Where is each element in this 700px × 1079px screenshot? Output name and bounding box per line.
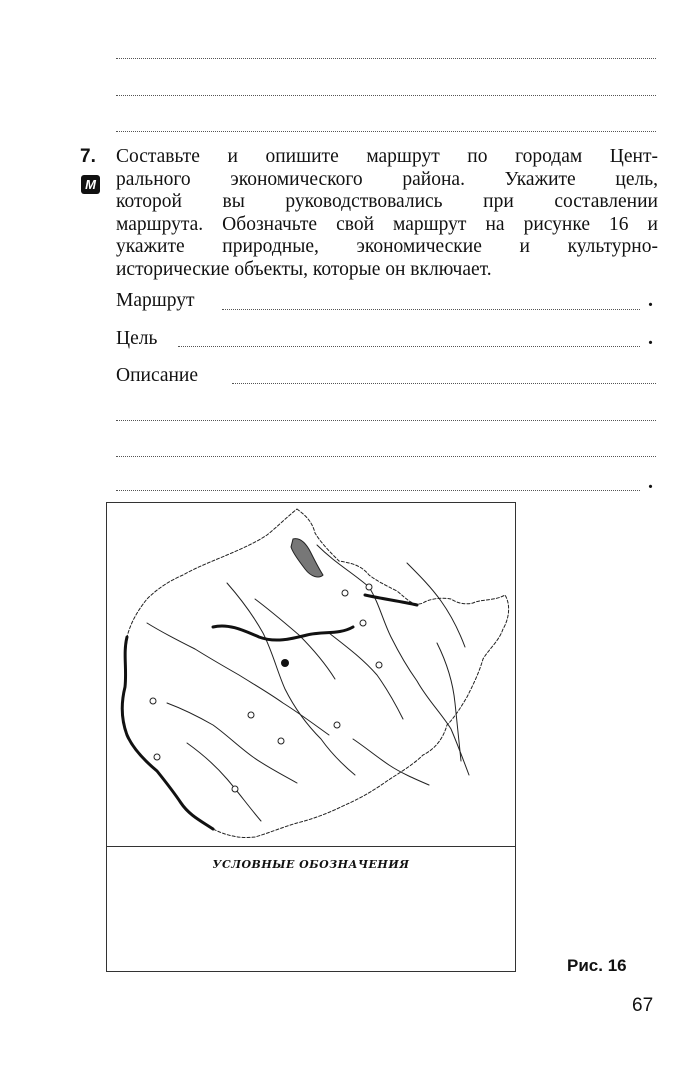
task-line: рального экономического района. Укажите цель, (116, 168, 658, 190)
region-map[interactable] (107, 503, 514, 844)
region-boundary (122, 509, 508, 838)
river (317, 545, 469, 775)
map-figure (106, 502, 516, 972)
river (329, 633, 403, 719)
goal-end-mark: . (648, 327, 653, 349)
capital-marker (281, 659, 289, 667)
route-label: Маршрут (116, 290, 195, 311)
river (147, 623, 329, 735)
task-line: исторические объекты, которые он включает. (116, 258, 492, 280)
answer-line-prev-3[interactable] (116, 131, 656, 132)
description-answer-line-4[interactable] (116, 490, 640, 491)
city-marker (248, 712, 254, 718)
reservoir (291, 539, 323, 577)
goal-label: Цель (116, 328, 158, 349)
figure-caption: Рис. 16 (567, 956, 627, 975)
description-label: Описание (116, 365, 199, 386)
border-thick (122, 637, 213, 829)
goal-answer-line[interactable] (178, 346, 640, 347)
city-marker (278, 738, 284, 744)
description-answer-line-2[interactable] (116, 420, 656, 421)
city-marker (366, 584, 372, 590)
river (437, 643, 461, 761)
city-marker (334, 722, 340, 728)
border-thick (365, 595, 417, 605)
method-badge-icon: М (81, 175, 100, 194)
description-end-mark: . (648, 471, 653, 493)
city-marker (342, 590, 348, 596)
task-line: которой вы руководствовались при составлении (116, 191, 658, 212)
border-thick (213, 626, 353, 640)
answer-line-prev-2[interactable] (116, 95, 656, 96)
city-marker (376, 662, 382, 668)
task-text (116, 146, 658, 281)
task-number: 7. (80, 146, 96, 167)
description-answer-line-3[interactable] (116, 456, 656, 457)
task-line: маршрута. Обозначьте свой маршрут на рисунке 16 и (116, 213, 658, 235)
answer-line-prev-1[interactable] (116, 58, 656, 59)
legend-divider (107, 846, 515, 847)
city-marker (150, 698, 156, 704)
task-line: Составьте и опишите маршрут по городам Цент- (116, 146, 658, 167)
city-marker (154, 754, 160, 760)
route-answer-line[interactable] (222, 309, 640, 310)
task-line: укажите природные, экономические и культурно- (116, 236, 658, 257)
description-answer-line-1[interactable] (232, 383, 656, 384)
city-marker (232, 786, 238, 792)
route-end-mark: . (648, 289, 653, 311)
city-marker (360, 620, 366, 626)
page-number: 67 (632, 995, 654, 1016)
legend-title: УСЛОВНЫЕ ОБОЗНАЧЕНИЯ (212, 858, 410, 871)
